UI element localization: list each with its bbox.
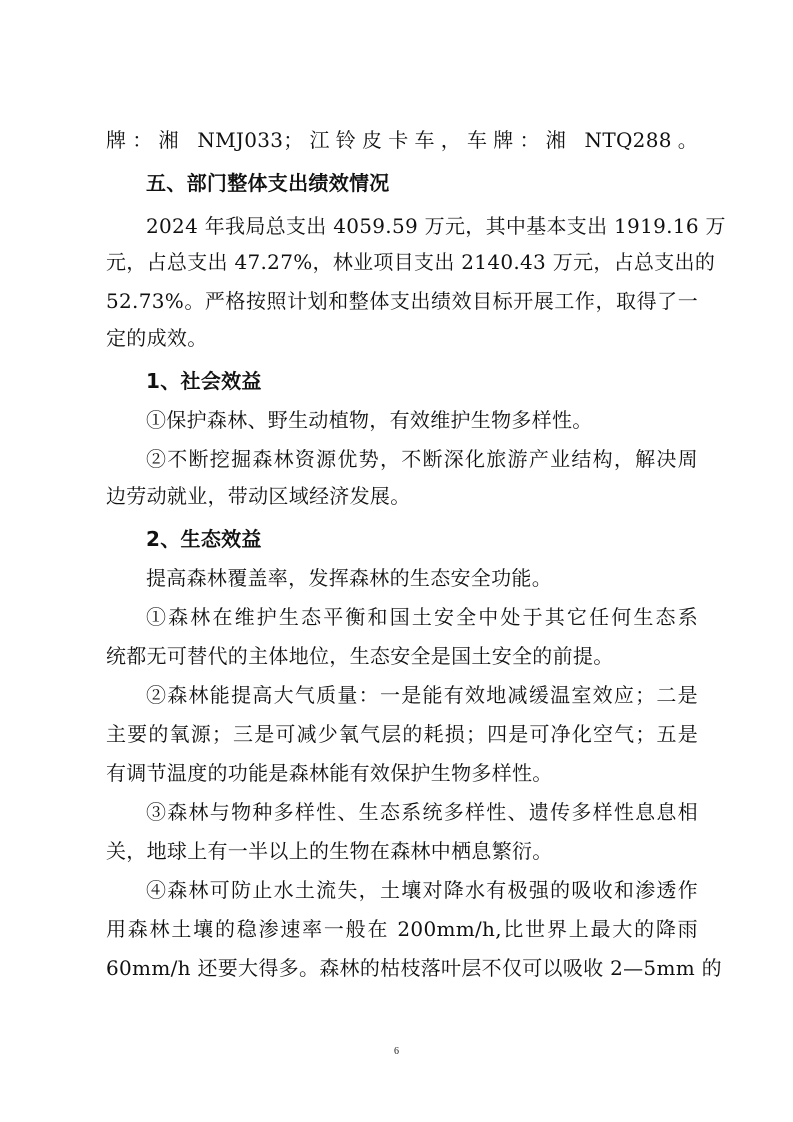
paragraph-line: ①保护森林、野生动植物，有效维护生物多样性。	[146, 408, 593, 432]
paragraph-line: 60mm/h 还要大得多。森林的枯枝落叶层不仅可以吸收 2—5mm 的	[106, 956, 722, 980]
subsection-heading: 1、社会效益	[146, 369, 262, 393]
paragraph-line: 关，地球上有一半以上的生物在森林中栖息繁衍。	[106, 839, 553, 863]
paragraph-line: ③森林与物种多样性、生态系统多样性、遗传多样性息息相	[146, 800, 698, 824]
paragraph-line: 提高森林覆盖率，发挥森林的生态安全功能。	[146, 566, 552, 590]
paragraph-line: ④森林可防止水土流失，土壤对降水有极强的吸收和渗透作	[146, 878, 698, 902]
paragraph-line: 元，占总支出 47.27%，林业项目支出 2140.43 万元，占总支出的	[106, 250, 716, 274]
paragraph-line: 52.73%。严格按照计划和整体支出绩效目标开展工作，取得了一	[106, 289, 698, 313]
paragraph-line: ②森林能提高大气质量：一是能有效地减缓温室效应；二是	[146, 683, 698, 707]
paragraph-line: ②不断挖掘森林资源优势，不断深化旅游产业结构，解决周	[146, 447, 698, 471]
paragraph-line: 有调节温度的功能是森林能有效保护生物多样性。	[106, 761, 553, 785]
paragraph-line: 牌：湘 NMJ033；江铃皮卡车，车牌：湘 NTQ288。	[106, 128, 698, 152]
paragraph-line: 边劳动就业，带动区域经济发展。	[106, 484, 411, 508]
paragraph-line: ①森林在维护生态平衡和国土安全中处于其它任何生态系	[146, 605, 698, 629]
paragraph-line: 主要的氧源；三是可减少氧气层的耗损；四是可净化空气；五是	[106, 722, 698, 746]
subsection-heading: 2、生态效益	[146, 527, 262, 551]
section-heading: 五、部门整体支出绩效情况	[146, 171, 390, 195]
paragraph-line: 2024 年我局总支出 4059.59 万元，其中基本支出 1919.16 万	[146, 214, 726, 238]
paragraph-line: 统都无可替代的主体地位，生态安全是国土安全的前提。	[106, 644, 614, 668]
paragraph-line: 定的成效。	[106, 326, 208, 350]
paragraph-line: 用森林土壤的稳渗速率一般在 200mm/h,比世界上最大的降雨	[106, 917, 698, 941]
page-number: 6	[394, 1046, 399, 1057]
